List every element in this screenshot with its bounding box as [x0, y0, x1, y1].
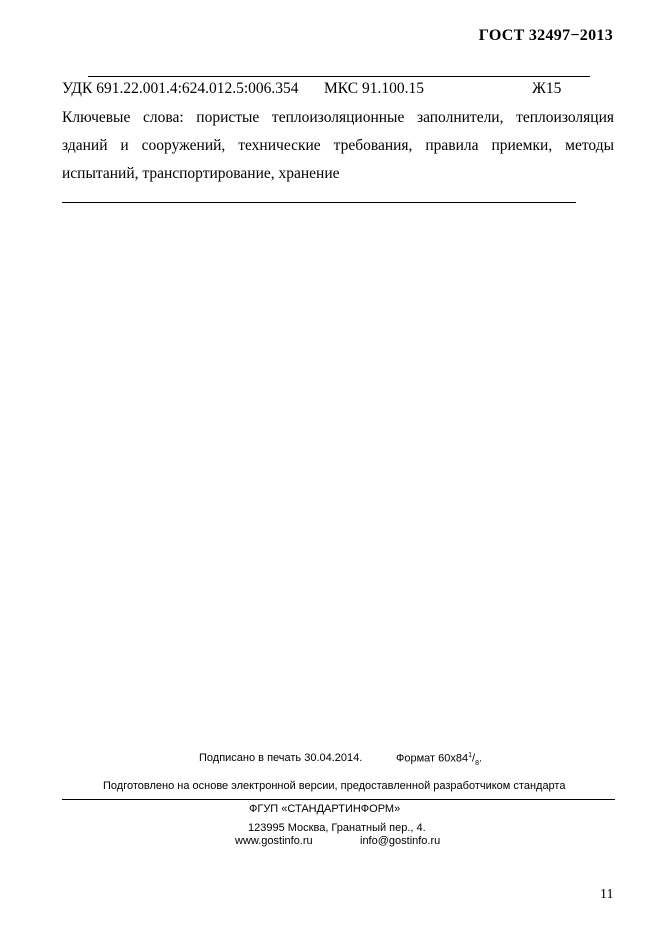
standard-code: ГОСТ 32497−2013: [478, 27, 613, 44]
publisher-website[interactable]: www.gostinfo.ru: [235, 835, 313, 847]
format-numerator: 1: [468, 752, 473, 759]
top-rule: [88, 76, 590, 77]
classification-row: [62, 80, 602, 100]
print-format: Формат $60x84^1/_8$.: [396, 752, 483, 767]
imprint-rule: [62, 799, 615, 800]
group-code: Ж15: [532, 80, 562, 97]
signed-for-print: Подписано в печать 30.04.2014.: [199, 752, 363, 764]
udk-code: УДК 691.22.001.4:624.012.5:006.354: [62, 80, 299, 97]
publisher-name: ФГУП «СТАНДАРТИНФОРМ»: [249, 803, 401, 815]
format-end: .: [478, 752, 483, 765]
publisher-email[interactable]: info@gostinfo.ru: [360, 835, 441, 847]
publisher-address: 123995 Москва, Гранатный пер., 4.: [248, 822, 426, 834]
page-number: 11: [600, 887, 614, 902]
format-denominator: 8: [475, 759, 479, 767]
keywords-rule: [62, 202, 576, 203]
format-label: Формат 60x84: [396, 752, 469, 765]
prepared-note: Подготовлено на основе электронной версии, предоставленной разработчиком стандарта: [103, 780, 566, 792]
keywords-paragraph: Ключевые слова: пористые теплоизоляционные заполнители, теплоизоляция зданий и сооружений, технические требования, правила приемки, методы испытаний, транспортирование, хранение: [62, 109, 614, 182]
mks-code: МКС 91.100.15: [324, 80, 424, 97]
